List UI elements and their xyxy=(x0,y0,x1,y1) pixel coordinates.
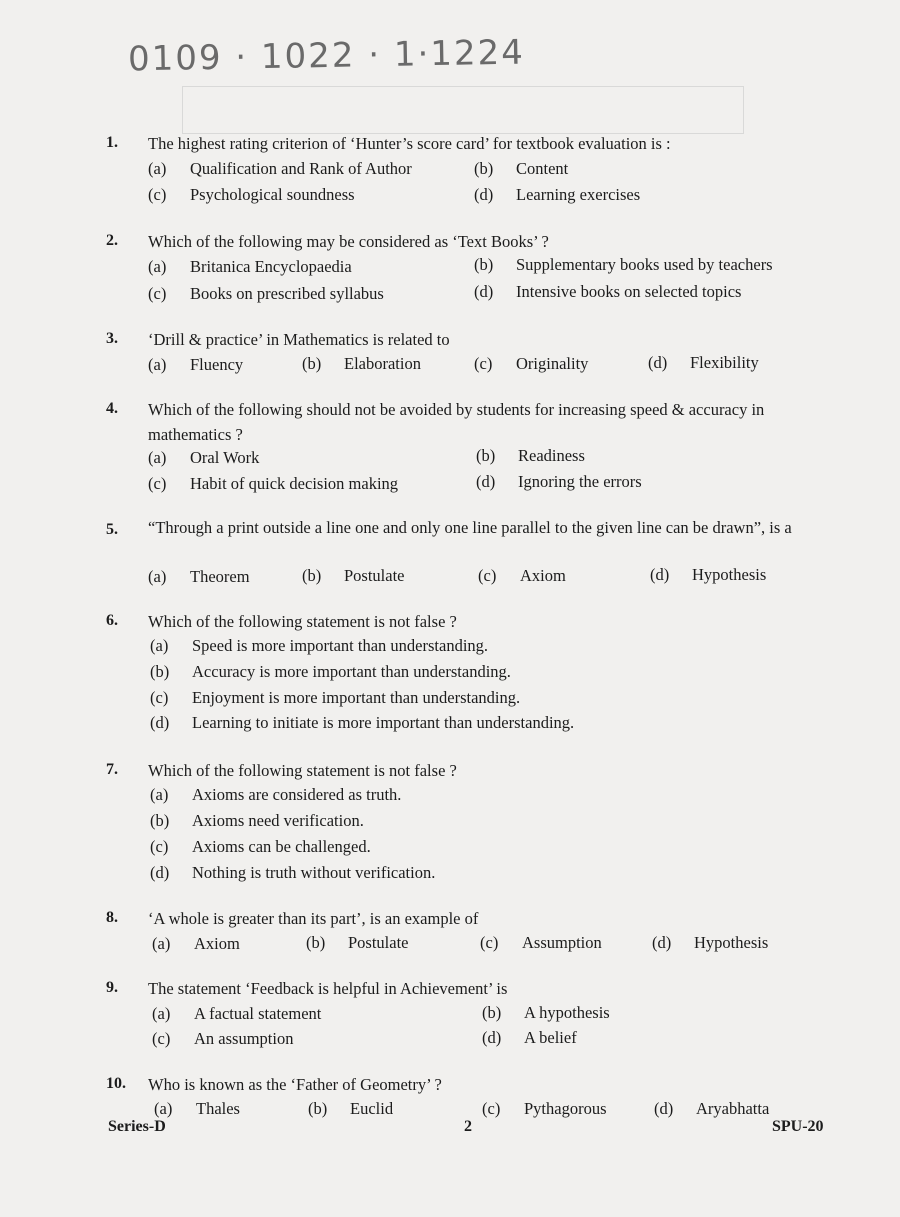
option-d[interactable]: (d) Hypothesis xyxy=(650,565,767,584)
footer-series: Series-D xyxy=(108,1118,166,1135)
option-d[interactable]: (d) A belief xyxy=(482,1028,577,1047)
option-c[interactable]: (c) Axioms can be challenged. xyxy=(150,837,371,856)
question-stem: ‘Drill & practice’ in Mathematics is related to xyxy=(148,330,450,349)
option-a[interactable]: (a) Speed is more important than understanding. xyxy=(150,636,489,655)
option-a[interactable]: (a) Oral Work xyxy=(148,448,260,467)
option-b[interactable]: (b) A hypothesis xyxy=(482,1003,610,1022)
option-c[interactable]: (c) Pythagorous xyxy=(482,1099,607,1118)
option-b[interactable]: (b) Elaboration xyxy=(302,354,421,373)
option-d[interactable]: (d) Ignoring the errors xyxy=(476,472,642,491)
question-number: 8. xyxy=(106,909,118,926)
option-a[interactable]: (a) Axioms are considered as truth. xyxy=(150,785,402,804)
question-stem: Who is known as the ‘Father of Geometry’ ? xyxy=(148,1075,442,1094)
option-b[interactable]: (b) Content xyxy=(474,159,569,178)
option-d[interactable]: (d) Intensive books on selected topics xyxy=(474,282,742,301)
question-stem: Which of the following statement is not false ? xyxy=(148,612,457,631)
handwritten-note: 0109 · 1022 · 1·1224 xyxy=(127,32,526,80)
option-b[interactable]: (b) Readiness xyxy=(476,446,585,465)
option-a[interactable]: (a) Thales xyxy=(154,1099,240,1118)
option-c[interactable]: (c) Originality xyxy=(474,354,589,373)
option-b[interactable]: (b) Axioms need verification. xyxy=(150,811,364,830)
question-stem: The highest rating criterion of ‘Hunter’s score card’ for textbook evaluation is : xyxy=(148,134,671,153)
option-a[interactable]: (a) Fluency xyxy=(148,355,244,374)
option-b[interactable]: (b) Postulate xyxy=(302,566,405,585)
option-c[interactable]: (c) Assumption xyxy=(480,933,602,952)
option-c[interactable]: (c) Psychological soundness xyxy=(148,185,355,204)
question-number: 7. xyxy=(106,761,118,778)
bleed-through-box xyxy=(182,86,744,134)
question-stem: The statement ‘Feedback is helpful in Achievement’ is xyxy=(148,979,508,998)
footer-paper-code: SPU-20 xyxy=(772,1118,824,1135)
option-d[interactable]: (d) Nothing is truth without verification. xyxy=(150,863,436,882)
option-d[interactable]: (d) Learning to initiate is more important than understanding. xyxy=(150,713,575,732)
option-c[interactable]: (c) Enjoyment is more important than understanding. xyxy=(150,688,521,707)
option-c[interactable]: (c) An assumption xyxy=(152,1029,294,1048)
question-stem: Which of the following may be considered as ‘Text Books’ ? xyxy=(148,232,549,251)
option-c[interactable]: (c) Habit of quick decision making xyxy=(148,474,399,493)
question-stem: Which of the following should not be avoided by students for increasing speed & accuracy in mathematics ? xyxy=(148,400,765,444)
question-number: 5. xyxy=(106,521,118,538)
question-stem: Which of the following statement is not false ? xyxy=(148,761,457,780)
question-number: 9. xyxy=(106,979,118,996)
footer-page-number: 2 xyxy=(464,1118,472,1135)
option-a[interactable]: (a) Axiom xyxy=(152,934,240,953)
option-b[interactable]: (b) Supplementary books used by teachers xyxy=(474,255,773,274)
question-stem: ‘A whole is greater than its part’, is an example of xyxy=(148,909,479,928)
option-d[interactable]: (d) Hypothesis xyxy=(652,933,769,952)
option-b[interactable]: (b) Accuracy is more important than understanding. xyxy=(150,662,511,681)
option-a[interactable]: (a) Britanica Encyclopaedia xyxy=(148,257,352,276)
option-b[interactable]: (b) Euclid xyxy=(308,1099,394,1118)
question-number: 6. xyxy=(106,612,118,629)
option-c[interactable]: (c) Books on prescribed syllabus xyxy=(148,284,384,303)
option-a[interactable]: (a) Theorem xyxy=(148,567,250,586)
question-number: 2. xyxy=(106,232,118,249)
question-stem: “Through a print outside a line one and only one line parallel to the given line can be drawn”, is a xyxy=(148,518,792,537)
option-a[interactable]: (a) Qualification and Rank of Author xyxy=(148,159,412,178)
question-number: 1. xyxy=(106,134,118,151)
option-a[interactable]: (a) A factual statement xyxy=(152,1004,322,1023)
question-number: 4. xyxy=(106,400,118,417)
option-d[interactable]: (d) Learning exercises xyxy=(474,185,641,204)
option-b[interactable]: (b) Postulate xyxy=(306,933,409,952)
option-d[interactable]: (d) Flexibility xyxy=(648,353,759,372)
option-d[interactable]: (d) Aryabhatta xyxy=(654,1099,770,1118)
question-number: 3. xyxy=(106,330,118,347)
option-c[interactable]: (c) Axiom xyxy=(478,566,566,585)
question-number: 10. xyxy=(106,1075,126,1092)
